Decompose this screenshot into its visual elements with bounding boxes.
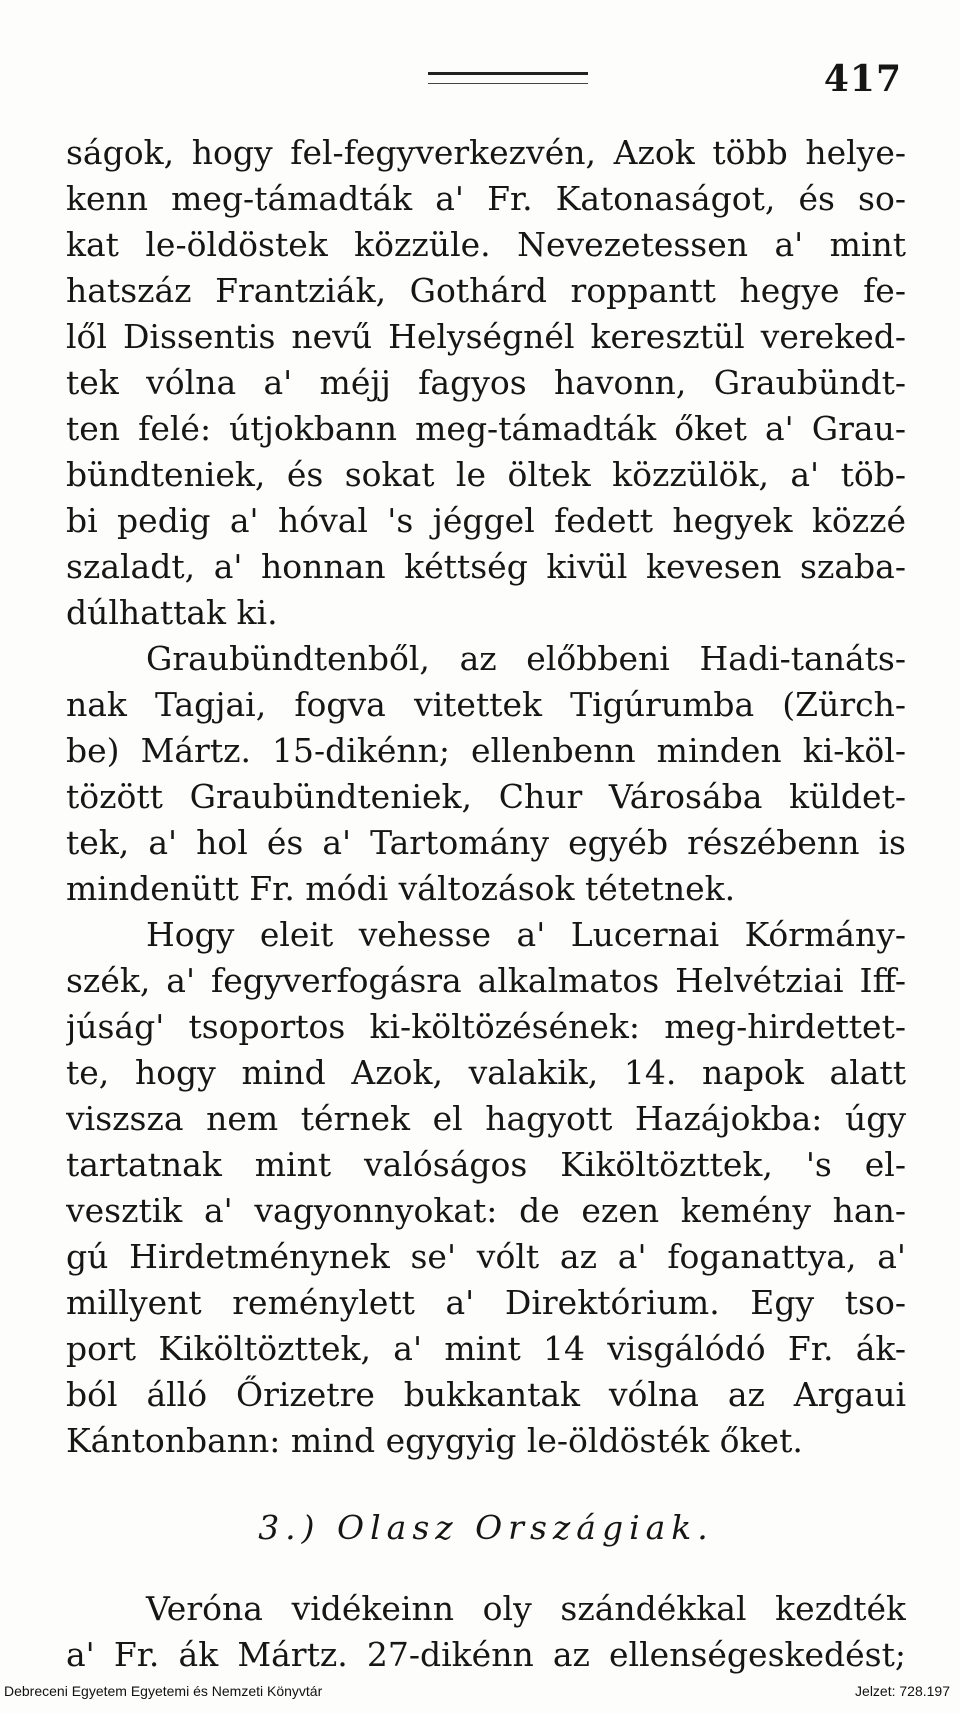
paragraph-1	[66, 130, 906, 636]
text-line: Hogy eleit vehesse a' Lucernai Kórmány-	[146, 915, 906, 954]
text-line: lől Dissentis nevű Helységnél keresztül vereked-	[66, 317, 906, 356]
text-line: Kántonbann: mind egygyig le-öldösték őket.	[66, 1421, 803, 1460]
paragraph-2	[66, 636, 906, 912]
text-line: hatszáz Frantziák, Gothárd roppantt hegye fe-	[66, 271, 906, 310]
text-line: gú Hirdetménynek se' vólt az a' foganattya, a'	[66, 1237, 906, 1276]
text-line: te, hogy mind Azok, valakik, 14. napok alatt	[66, 1053, 906, 1092]
text-line: ten felé: útjokbann meg-támadták őket a' Grau-	[66, 409, 906, 448]
text-line: Veróna vidékeinn oly szándékkal kezdték	[146, 1589, 906, 1628]
paragraph-4	[66, 1586, 906, 1678]
text-line: ságok, hogy fel-fegyverkezvén, Azok több helye-	[66, 133, 906, 172]
text-line: júság' tsoportos ki-költözésének: meg-hirdettet-	[66, 1007, 906, 1046]
text-line: be) Mártz. 15-dikénn; ellenbenn minden ki-köl-	[66, 731, 906, 770]
text-line: millyent reménylett a' Direktórium. Egy tso-	[66, 1283, 906, 1322]
text-line: kenn meg-támadták a' Fr. Katonaságot, és so-	[66, 179, 906, 218]
shelfmark: Jelzet: 728.197	[855, 1683, 950, 1699]
text-line: a' Fr. ák Mártz. 27-dikénn az ellenségeskedést;	[66, 1635, 906, 1674]
paragraph-3	[66, 912, 906, 1464]
text-line: tek, a' hol és a' Tartomány egyéb részébenn is	[66, 823, 906, 862]
text-line: port Kiköltözttek, a' mint 14 visgálódó Fr. ák-	[66, 1329, 906, 1368]
text-line: tartatnak mint valóságos Kiköltözttek, 's el-	[66, 1145, 906, 1184]
body-text	[66, 130, 906, 1678]
library-credit: Debreceni Egyetem Egyetemi és Nemzeti Könyvtár	[4, 1683, 323, 1699]
text-line: szék, a' fegyverfogásra alkalmatos Helvétziai Iff-	[66, 961, 906, 1000]
page-number: 417	[823, 58, 902, 100]
text-line: mindenütt Fr. módi változások tétetnek.	[66, 869, 736, 908]
text-line: bündteniek, és sokat le öltek közzülök, a' töb-	[66, 455, 906, 494]
text-line: bi pedig a' hóval 's jéggel fedett hegyek közzé	[66, 501, 906, 540]
text-line: vesztik a' vagyonnyokat: de ezen kemény han-	[66, 1191, 906, 1230]
text-line: dúlhattak ki.	[66, 593, 278, 632]
text-line: nak Tagjai, fogva vitettek Tigúrumba (Zürch-	[66, 685, 906, 724]
text-line: viszsza nem térnek el hagyott Hazájokba: úgy	[66, 1099, 906, 1138]
text-line: Graubündtenből, az előbbeni Hadi-tanáts-	[146, 639, 906, 678]
text-line: szaladt, a' honnan kéttség kivül kevesen szaba-	[66, 547, 906, 586]
text-line: tözött Graubündteniek, Chur Városába küldet-	[66, 777, 906, 816]
header-rule	[428, 72, 588, 84]
text-line: tek vólna a' méjj fagyos havonn, Graubündt-	[66, 363, 906, 402]
text-line: ból álló Őrizetre bukkantak vólna az Argaui	[66, 1375, 906, 1414]
section-heading: 3.) Olasz Országiak.	[258, 1508, 714, 1547]
text-line: kat le-öldöstek közzüle. Nevezetessen a' mint	[66, 225, 906, 264]
